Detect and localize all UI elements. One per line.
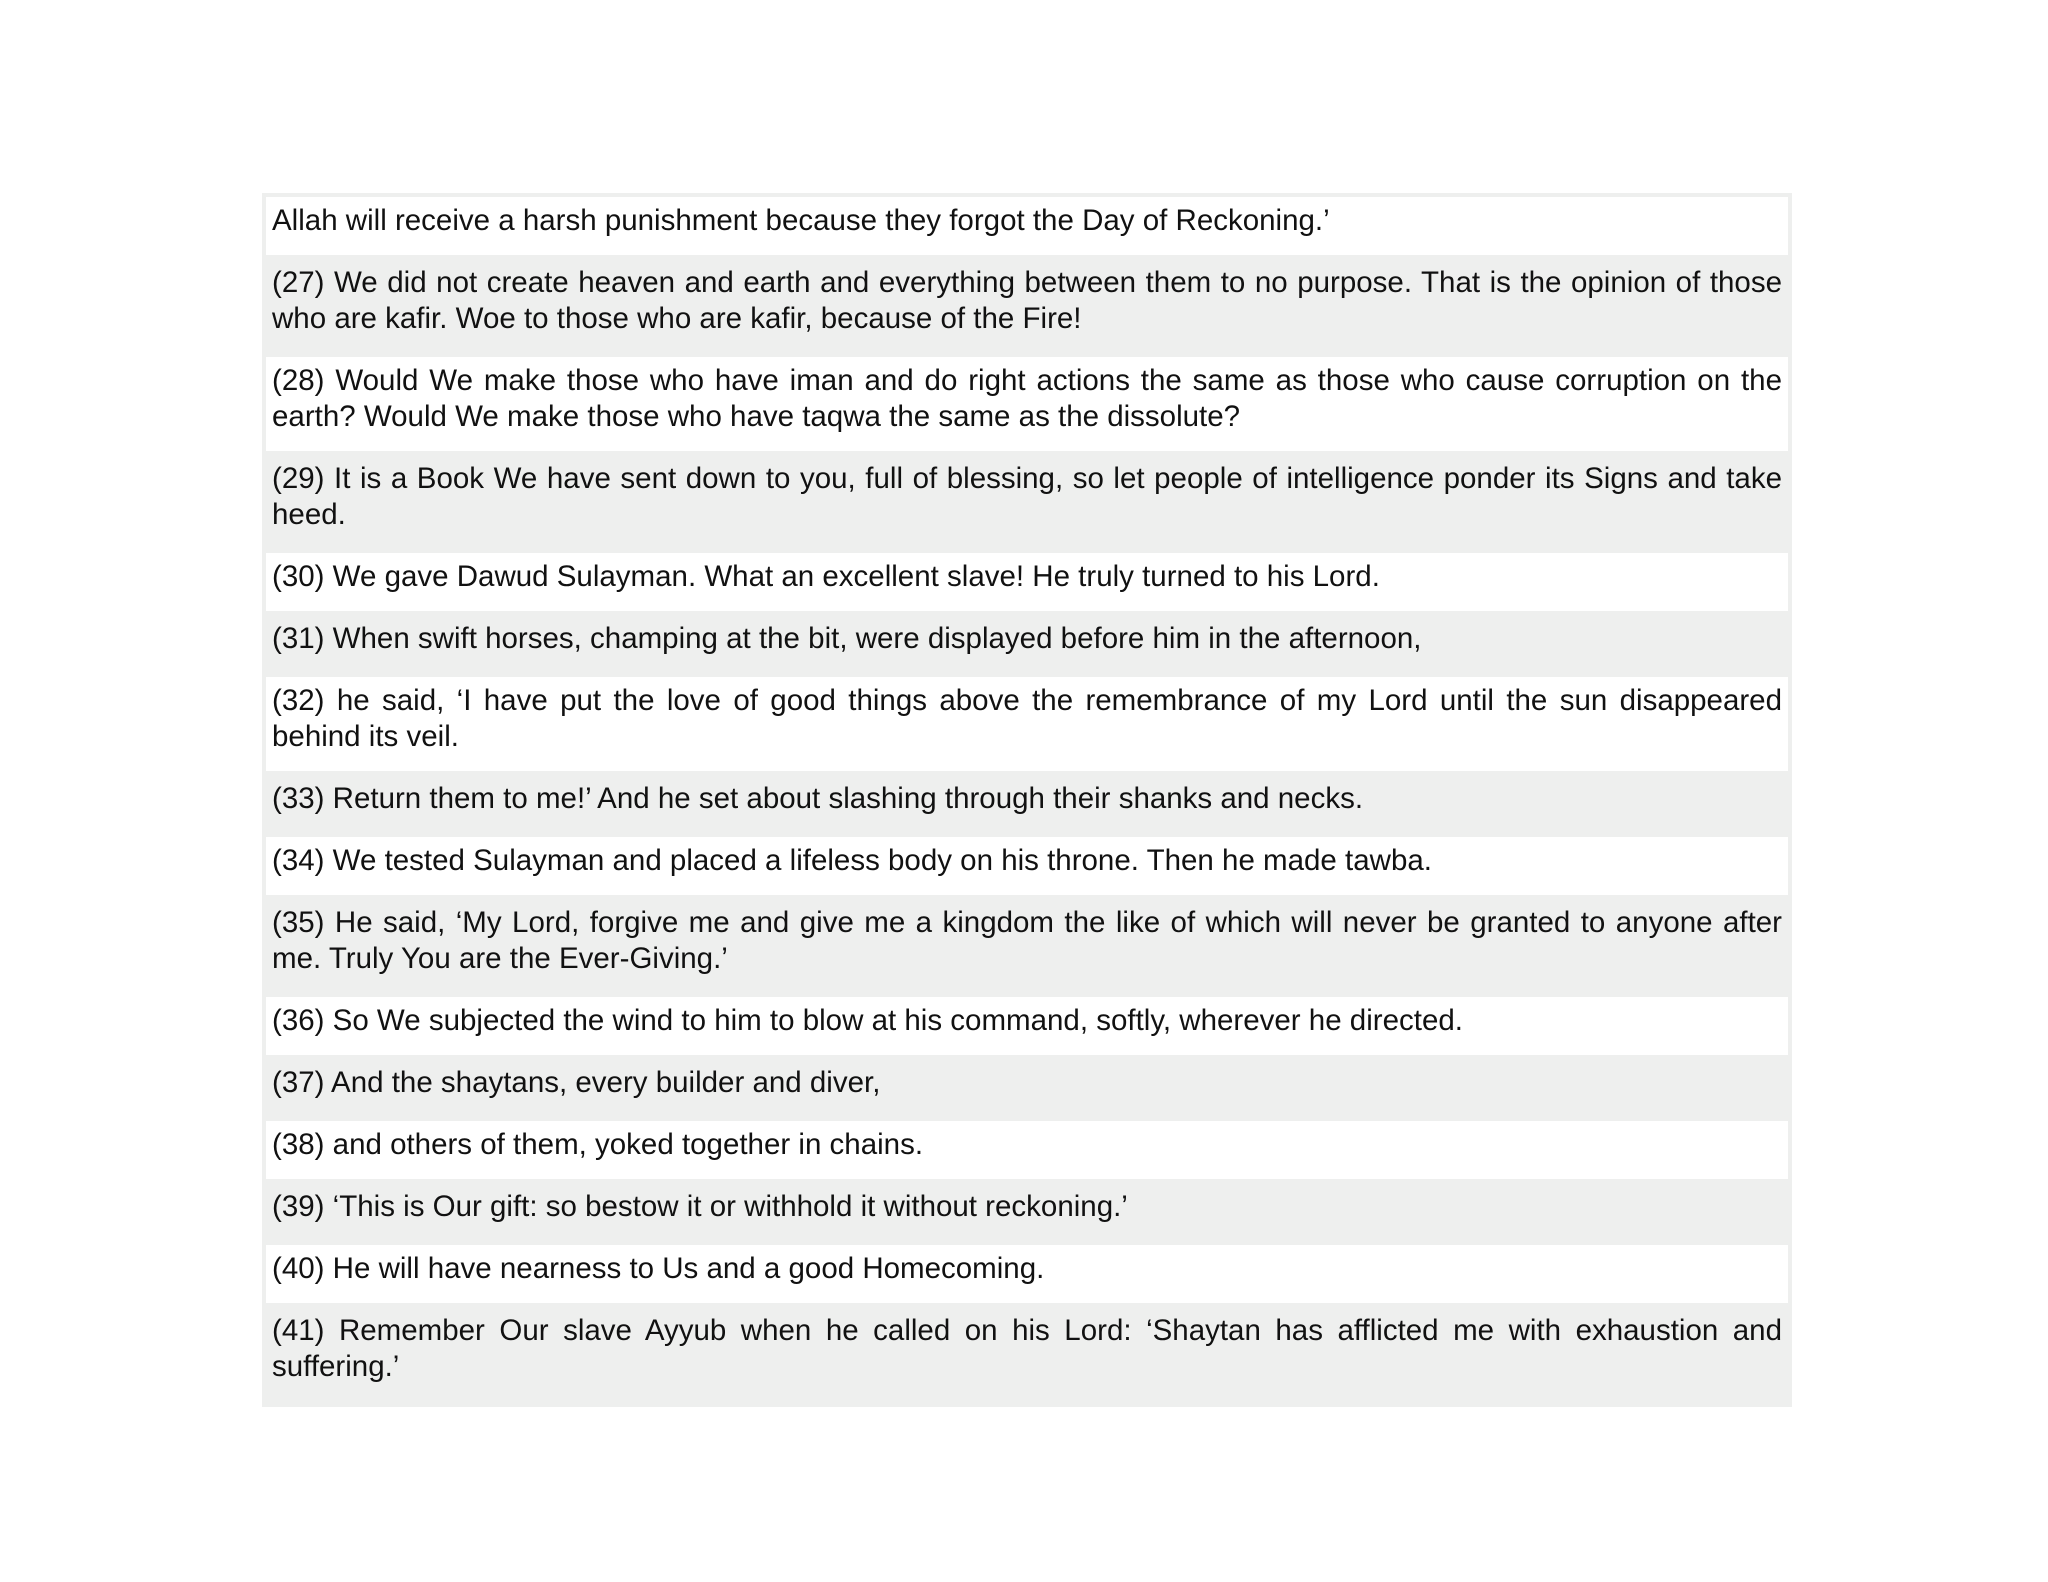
verse-row: (39) ‘This is Our gift: so bestow it or withhold it without reckoning.’ (266, 1183, 1788, 1241)
verse-row: (27) We did not create heaven and earth and everything between them to no purpose. That is the opinion of those who are kafir. Woe to those who are kafir, because of the Fire! (266, 259, 1788, 353)
verse-row: (34) We tested Sulayman and placed a lifeless body on his throne. Then he made tawba. (266, 837, 1788, 895)
verse-table (262, 193, 1792, 1407)
verse-row: (40) He will have nearness to Us and a good Homecoming. (266, 1245, 1788, 1303)
verse-row: (37) And the shaytans, every builder and diver, (266, 1059, 1788, 1117)
verse-row: (38) and others of them, yoked together in chains. (266, 1121, 1788, 1179)
verse-row: (36) So We subjected the wind to him to blow at his command, softly, wherever he directed. (266, 997, 1788, 1055)
verse-row: (28) Would We make those who have iman and do right actions the same as those who cause corruption on the earth? Would We make those who have taqwa the same as the dissolute? (266, 357, 1788, 451)
verse-row: (29) It is a Book We have sent down to you, full of blessing, so let people of intelligence ponder its Signs and take heed. (266, 455, 1788, 549)
verse-row: (31) When swift horses, champing at the bit, were displayed before him in the afternoon, (266, 615, 1788, 673)
verse-row: (33) Return them to me!’ And he set about slashing through their shanks and necks. (266, 775, 1788, 833)
verse-row: (32) he said, ‘I have put the love of good things above the remembrance of my Lord until the sun disappeared behind its veil. (266, 677, 1788, 771)
verse-row: (35) He said, ‘My Lord, forgive me and give me a kingdom the like of which will never be granted to anyone after me. Truly You are the Ever-Giving.’ (266, 899, 1788, 993)
verse-row: (30) We gave Dawud Sulayman. What an excellent slave! He truly turned to his Lord. (266, 553, 1788, 611)
verse-row: Allah will receive a harsh punishment because they forgot the Day of Reckoning.’ (266, 197, 1788, 255)
verse-row: (41) Remember Our slave Ayyub when he called on his Lord: ‘Shaytan has afflicted me with exhaustion and suffering.’ (266, 1307, 1788, 1403)
